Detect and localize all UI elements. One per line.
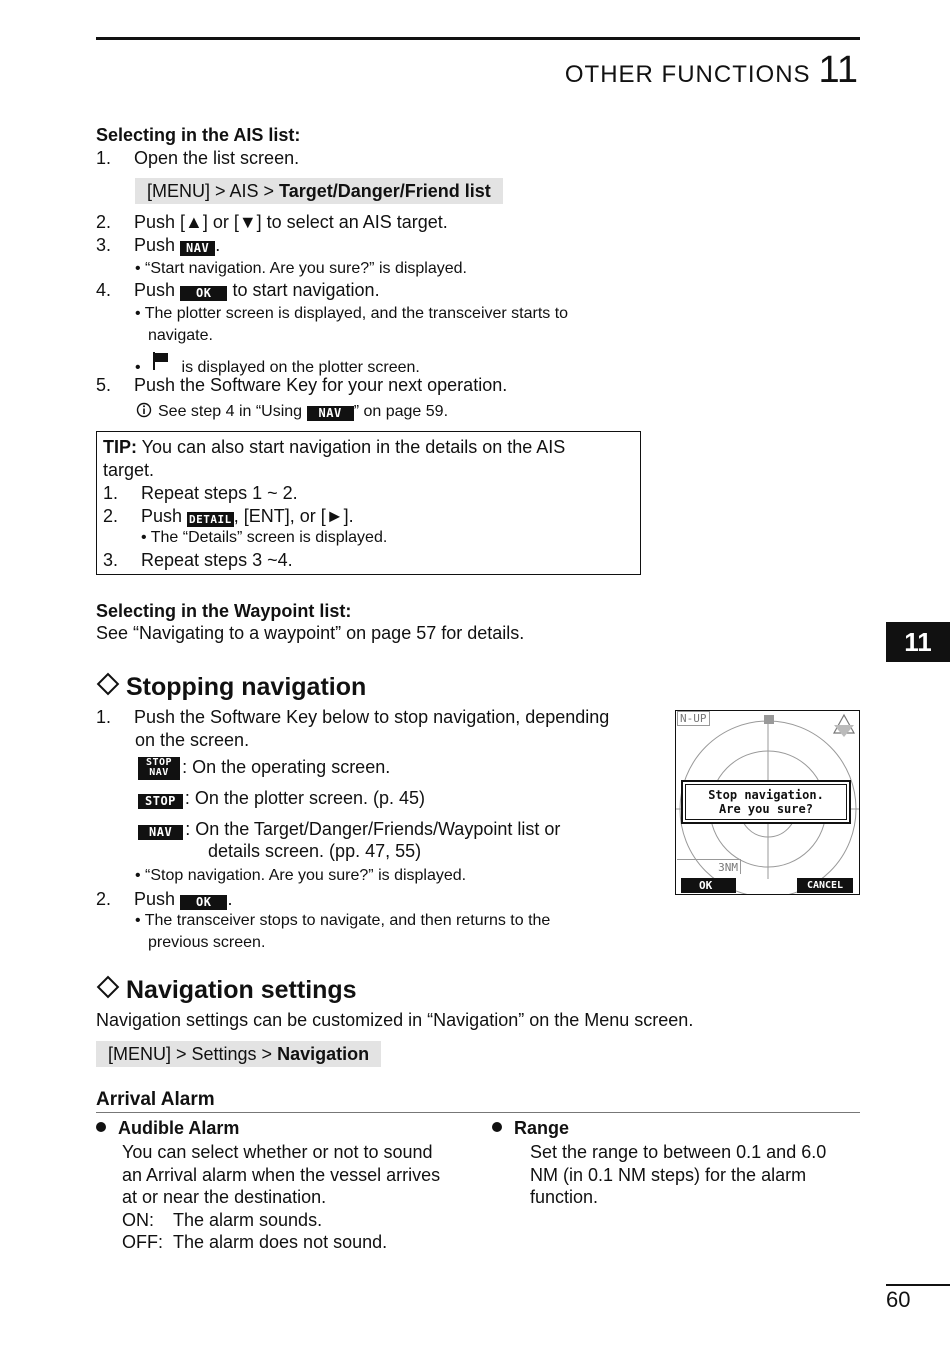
stop-step-1-note: • “Stop navigation. Are you sure?” is displayed. — [135, 867, 467, 884]
tip-step-3: 3. Repeat steps 3 ~4. — [103, 550, 293, 570]
tip-line-2: target. — [103, 460, 155, 480]
tip-line-1: TIP: You can also start navigation in the details on the AIS — [103, 437, 566, 457]
audible-alarm-off: OFF: The alarm does not sound. — [122, 1232, 388, 1252]
ais-step-3-note: • “Start navigation. Are you sure?” is displayed. — [135, 260, 467, 277]
range-title: Range — [492, 1117, 569, 1140]
bullet-icon — [96, 1122, 106, 1132]
stop-step-2-note-2: previous screen. — [148, 934, 266, 951]
chapter-header — [565, 50, 858, 95]
plotter-screen-illustration — [675, 710, 860, 895]
stop-option-list-cont: details screen. (pp. 47, 55) — [208, 841, 422, 861]
diamond-icon — [97, 976, 120, 999]
audible-alarm-desc-1: You can select whether or not to sound — [122, 1142, 433, 1162]
tip-step-1: 1. Repeat steps 1 ~ 2. — [103, 483, 298, 503]
ais-reference: See step 4 in “Using NAV ” on page 59. — [136, 401, 448, 423]
stop-option-list: NAV : On the Target/Danger/Friends/Waypoint list or — [138, 818, 560, 841]
tip-step-2: 2. Push DETAIL , [ENT], or [►]. — [103, 506, 354, 526]
waypoint-text: See “Navigating to a waypoint” on page 57 for details. — [96, 623, 525, 643]
range-desc-3: function. — [530, 1187, 599, 1207]
ok-key: OK — [180, 286, 227, 301]
navigation-settings-heading: Navigation settings — [96, 975, 357, 1005]
ais-step-4-note-1: • The plotter screen is displayed, and the transceiver starts to — [135, 305, 569, 322]
arrival-alarm-heading: Arrival Alarm — [96, 1089, 215, 1110]
ais-step-4-note-2: • is displayed on the plotter screen. — [135, 352, 420, 379]
audible-alarm-on: ON: The alarm sounds. — [122, 1210, 323, 1230]
stop-key: STOP — [138, 794, 183, 809]
stop-step-1: 1. Push the Software Key below to stop navigation, depending — [96, 707, 610, 727]
dialog-line-2: Are you sure? — [719, 802, 813, 816]
navigation-settings-intro: Navigation settings can be customized in “Navigation” on the Menu screen. — [96, 1010, 694, 1030]
nav-key: NAV — [307, 406, 354, 421]
ais-step-4-note-1-cont: navigate. — [148, 327, 213, 344]
ais-step-5: 5. Push the Software Key for your next operation. — [96, 375, 508, 395]
waypoint-heading: Selecting in the Waypoint list: — [96, 601, 352, 621]
softkey-ok: OK — [681, 878, 736, 893]
info-icon — [136, 402, 152, 418]
stop-step-2: 2. Push OK . — [96, 889, 233, 909]
range-desc-2: NM (in 0.1 NM steps) for the alarm — [530, 1165, 807, 1185]
nav-key: NAV — [180, 241, 215, 256]
softkey-cancel: CANCEL — [797, 878, 853, 893]
nav-key: NAV — [138, 825, 183, 840]
dialog-line-1: Stop navigation. — [708, 788, 824, 802]
stop-option-operating: STOP NAV : On the operating screen. — [138, 756, 390, 780]
diamond-icon — [97, 673, 120, 696]
north-up-indicator: N-UP — [677, 711, 710, 726]
ais-menu-path: [MENU] > AIS > Target/Danger/Friend list — [135, 178, 503, 204]
ais-step-1: 1. Open the list screen. — [96, 148, 300, 168]
audible-alarm-title: Audible Alarm — [96, 1117, 239, 1140]
top-rule — [96, 37, 860, 40]
stop-step-2-note-1: • The transceiver stops to navigate, and then returns to the — [135, 912, 551, 929]
bullet-icon — [492, 1122, 502, 1132]
stop-navigation-dialog — [681, 780, 851, 824]
chapter-number: 11 — [818, 49, 858, 91]
ais-heading: Selecting in the AIS list: — [96, 125, 301, 145]
ais-step-4: 4. Push OK to start navigation. — [96, 280, 380, 300]
audible-alarm-desc-2: an Arrival alarm when the vessel arrives — [122, 1165, 441, 1185]
detail-key: DETAIL — [189, 513, 232, 526]
navigation-menu-path: [MENU] > Settings > Navigation — [96, 1041, 381, 1067]
stop-step-1-cont: on the screen. — [135, 730, 250, 750]
range-indicator: 3NM — [677, 859, 741, 874]
range-desc-1: Set the range to between 0.1 and 6.0 — [530, 1142, 827, 1162]
stop-option-plotter: STOP : On the plotter screen. (p. 45) — [138, 787, 425, 810]
flag-icon — [151, 352, 171, 370]
ais-step-3: 3. Push NAV . — [96, 235, 221, 255]
section-rule — [96, 1112, 860, 1113]
stop-nav-key: STOP NAV — [138, 757, 180, 780]
ok-key: OK — [180, 895, 227, 910]
chapter-tab: 11 — [886, 622, 950, 662]
tip-step-2-note: • The “Details” screen is displayed. — [141, 529, 388, 546]
chapter-title: OTHER FUNCTIONS — [564, 61, 811, 88]
audible-alarm-desc-3: at or near the destination. — [122, 1187, 327, 1207]
stopping-navigation-heading: Stopping navigation — [96, 672, 366, 702]
page-number: 60 — [886, 1287, 911, 1312]
ais-step-2: 2. Push [▲] or [▼] to select an AIS target. — [96, 212, 448, 232]
